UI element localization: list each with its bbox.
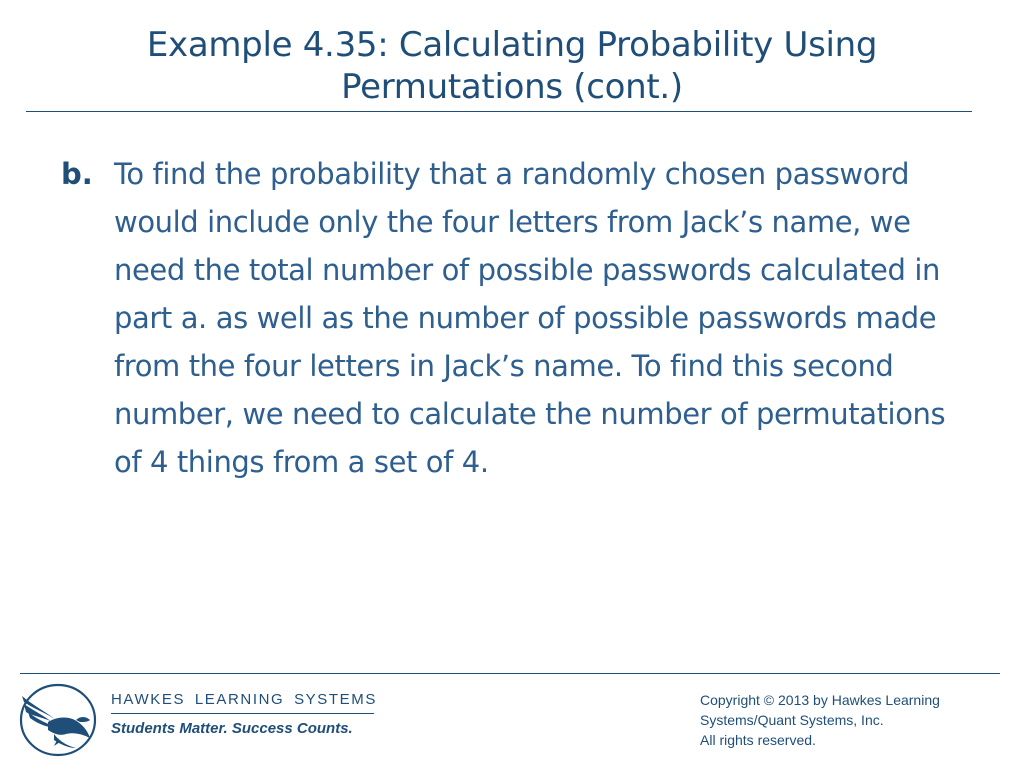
slide-title-line-2: Permutations (cont.) [341, 67, 683, 107]
brand-divider [111, 713, 374, 714]
slide-title-line-1: Example 4.35: Calculating Probability Using [146, 25, 878, 65]
brand-name: HAWKES LEARNING SYSTEMS [111, 691, 377, 708]
eagle-logo-icon [18, 682, 98, 758]
copyright-line-3: All rights reserved. [700, 732, 816, 748]
copyright-line-1: Copyright © 2013 by Hawkes Learning [700, 692, 940, 708]
copyright-notice [700, 690, 1010, 750]
footer-divider [20, 673, 1000, 674]
copyright-line-2: Systems/Quant Systems, Inc. [700, 712, 884, 728]
item-label: b. [61, 157, 93, 191]
slide-title [40, 24, 984, 108]
title-divider [26, 111, 972, 112]
content-item [61, 150, 981, 486]
brand-tagline: Students Matter. Success Counts. [111, 720, 353, 737]
item-text: To find the probability that a randomly chosen password would include only the four letters from Jack’s name, we need the total number of possible passwords calculated in part a. as well as the number of possible passwords made from the four letters in Jack’s name. To find this second number, we need to calculate the number of permutations of 4 things from a set of 4. [114, 157, 946, 479]
